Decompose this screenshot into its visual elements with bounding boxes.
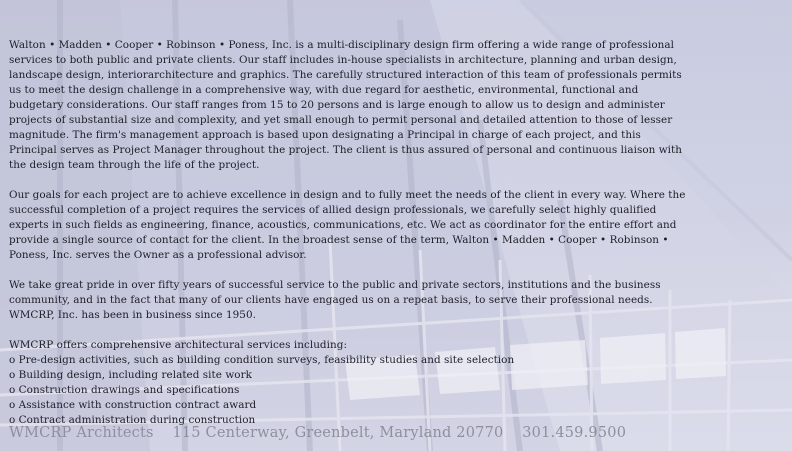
service-item: o Pre-design activities, such as building condition surveys, feasibility studies and site selection <box>9 354 515 366</box>
intro-paragraph-2: Our goals for each project are to achieve excellence in design and to fully meet the needs of the client in every way. Where the successful completion of a project requires the services of allied design professionals, we carefully select highly qualified experts in such fields as engineering, finance, acoustics, communications, etc. We act as coordinator for the entire effort and provide a single source of contact for the client. In the broadest sense of the term, Walton • Madden • Cooper • Robinson • Poness, Inc. serves the Owner as a professional advisor. <box>9 189 686 261</box>
footer-address: 115 Centerway, Greenbelt, Maryland 20770 <box>172 425 504 441</box>
contact-footer <box>9 425 640 441</box>
footer-phone: 301.459.9500 <box>522 425 627 441</box>
service-item: o Construction drawings and specifications <box>9 384 240 396</box>
service-item: o Building design, including related site work <box>9 369 252 381</box>
service-item: o Contract administration during construction <box>9 414 256 426</box>
company-description <box>9 38 689 428</box>
intro-paragraph-1: Walton • Madden • Cooper • Robinson • Poness, Inc. is a multi-disciplinary design firm offering a wide range of professional services to both public and private clients. Our staff includes in-house specialists in architecture, planning and urban design, landscape design, interiorarchitecture and graphics. The carefully structured interaction of this team of professionals permits us to meet the design challenge in a comprehensive way, with due regard for aesthetic, environmental, functional and budgetary considerations. Our staff ranges from 15 to 20 persons and is large enough to allow us to design and administer projects of substantial size and complexity, and yet small enough to permit personal and detailed attention to those of lesser magnitude. The firm's management approach is based upon designating a Principal in charge of each project, and this Principal serves as Project Manager throughout the project. The client is thus assured of personal and continuous liaison with the design team through the life of the project. <box>9 39 683 171</box>
services-heading: WMCRP offers comprehensive architectural services including: <box>9 339 348 351</box>
service-item: o Assistance with construction contract award <box>9 399 257 411</box>
footer-company-name: WMCRP Architects <box>9 425 154 441</box>
intro-paragraph-3: We take great pride in over fifty years of successful service to the public and private sectors, institutions and the business community, and in the fact that many of our clients have engaged us on a repeat basis, to serve their professional needs. WMCRP, Inc. has been in business since 1950. <box>9 279 661 321</box>
services-list <box>9 338 689 428</box>
